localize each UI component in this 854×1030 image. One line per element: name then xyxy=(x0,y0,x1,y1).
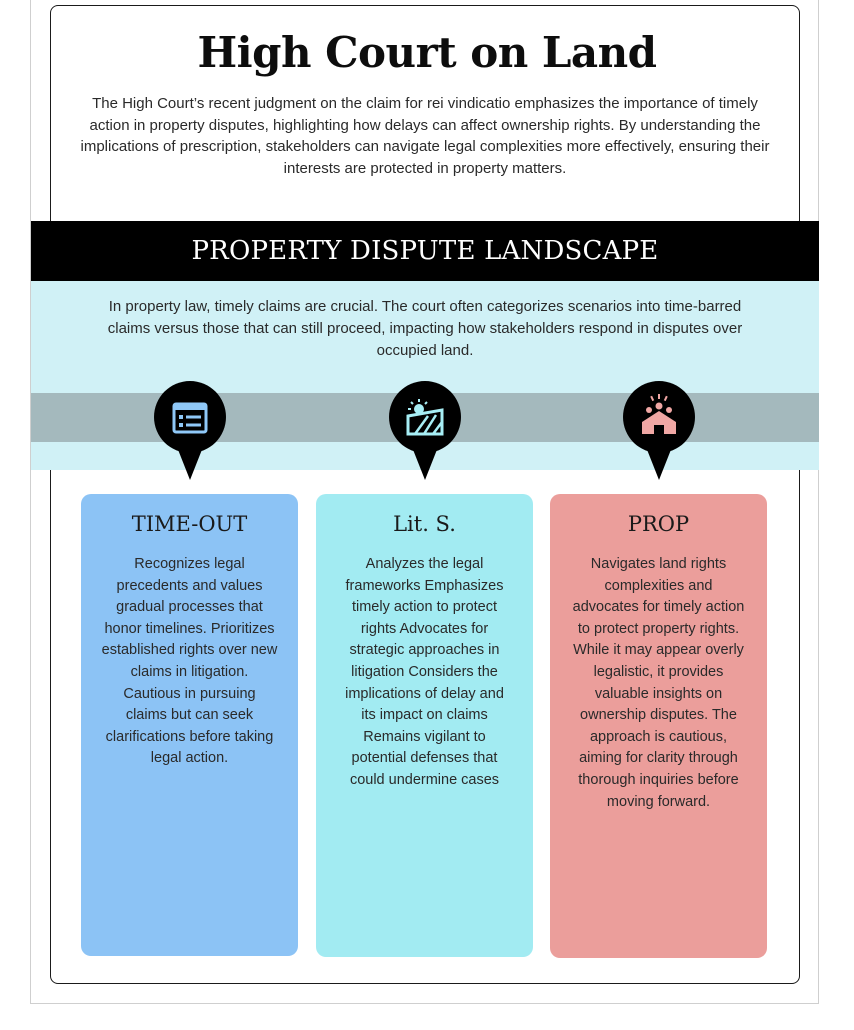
card-title: Lit. S. xyxy=(393,512,456,536)
card-title: PROP xyxy=(627,512,690,536)
page-title: High Court on Land xyxy=(197,28,657,77)
section-lead: In property law, timely claims are crucial. The court often categorizes scenarios into time-barred claims versus those that can still proceed, impacting how stakeholders respond in disputes over occupied land. xyxy=(107,298,743,359)
card-body: Analyzes the legal frameworks Emphasizes timely action to protect rights Advocates for strategic approaches in litigation Considers the implications of delay and its impact on claims Remains vigilant to potential defenses that could undermine cases xyxy=(345,556,504,788)
card-title: TIME-OUT xyxy=(131,512,248,536)
card-body: Recognizes legal precedents and values gradual processes that honor timelines. Prioritizes established rights over new claims in litigation. Cautious in pursuing claims but can seek clarifications before taking legal action. xyxy=(101,556,278,767)
section-banner xyxy=(31,221,819,281)
card-prop xyxy=(550,494,767,958)
pin-marker-2 xyxy=(388,380,462,482)
intro-paragraph: The High Court’s recent judgment on the claim for rei vindicatio emphasizes the importance of timely action in property disputes, highlighting how delays can affect ownership rights. By understanding the implications of prescription, stakeholders can navigate legal complexities more effectively, ensuring their interests are protected in property matters. xyxy=(80,95,770,177)
pin-marker-3 xyxy=(622,380,696,482)
banner-label: PROPERTY DISPUTE LANDSCAPE xyxy=(191,236,659,266)
pin-marker-1 xyxy=(153,380,227,482)
card-time-out xyxy=(81,494,298,956)
card-lit-s xyxy=(316,494,533,957)
card-body: Navigates land rights complexities and advocates for timely action to protect property rights. While it may appear overly legalistic, it provides valuable insights on ownership disputes. The approach is cautious, aiming for clarity through thorough inquiries before moving forward. xyxy=(572,556,745,810)
